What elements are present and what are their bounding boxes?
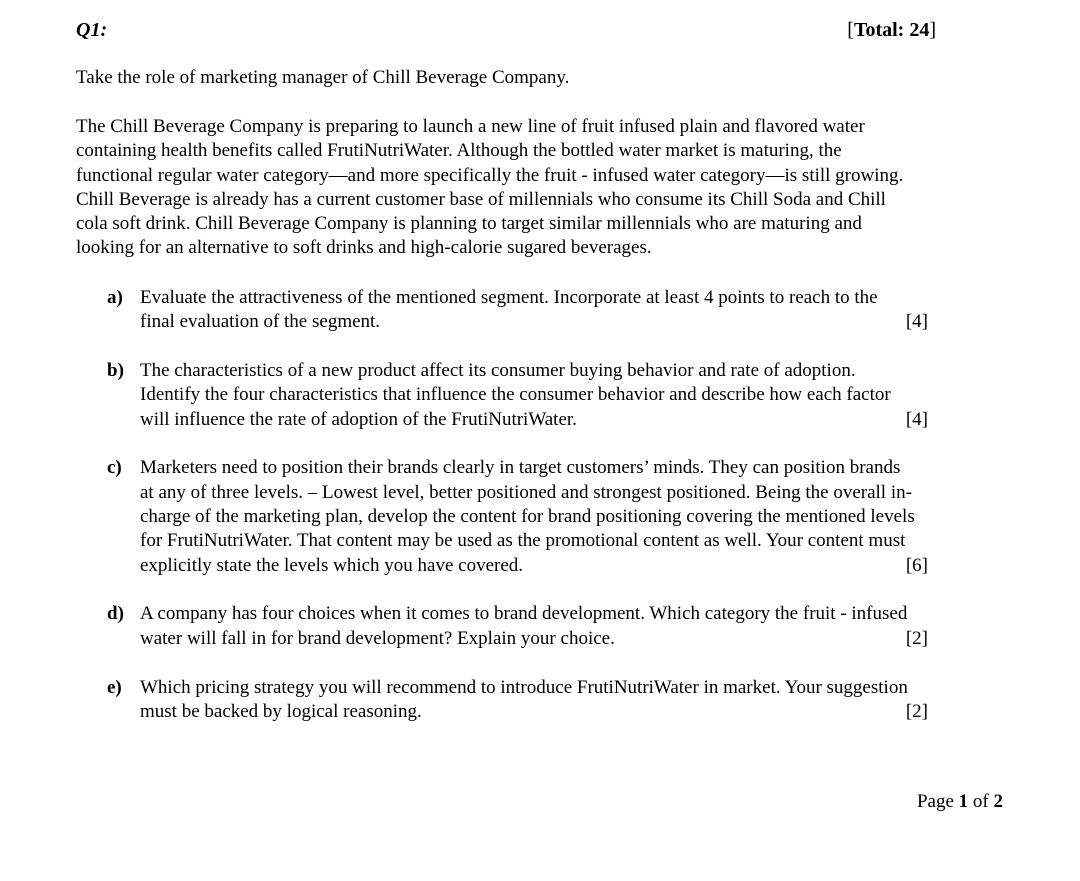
scenario-line: functional regular water category—and more specifically the fruit - infused water category—is still growing. <box>76 164 904 186</box>
sub-question-last-line: explicitly state the levels which you have covered. [6] <box>140 554 928 578</box>
sub-question-line: at any of three levels. – Lowest level, better positioned and strongest positioned. Being the overall in- <box>140 481 912 503</box>
sub-question-c <box>107 456 1017 577</box>
marks-label: [4] <box>905 408 928 430</box>
sub-question-letter: c) <box>107 457 122 479</box>
sub-question-last-line: final evaluation of the segment. [4] <box>140 310 928 334</box>
marks-label: [2] <box>905 700 928 722</box>
sub-question-letter: e) <box>107 676 122 698</box>
role-instruction: Take the role of marketing manager of Chill Beverage Company. <box>76 67 570 88</box>
page-number: Page 1 of 2 <box>916 791 1003 812</box>
scenario-line: containing health benefits called FrutiNutriWater. Although the bottled water market is maturing, the <box>76 140 842 162</box>
current-page: 1 <box>958 791 969 812</box>
sub-question-b <box>107 359 1017 432</box>
question-label: Q1: <box>76 19 108 41</box>
scenario-paragraph <box>76 115 1016 261</box>
scenario-line: The Chill Beverage Company is preparing to launch a new line of fruit infused plain and flavored water <box>76 116 865 137</box>
marks-label: [6] <box>905 554 928 576</box>
sub-question-line: Evaluate the attractiveness of the mentioned segment. Incorporate at least 4 points to reach to the <box>140 287 878 308</box>
sub-question-last-line: will influence the rate of adoption of the FrutiNutriWater. [4] <box>140 408 928 432</box>
sub-question-line: Which pricing strategy you will recommend to introduce FrutiNutriWater in market. Your suggestion <box>140 676 908 698</box>
sub-question-line: Marketers need to position their brands clearly in target customers’ minds. They can position brands <box>140 457 901 479</box>
scenario-line: cola soft drink. Chill Beverage Company is planning to target similar millennials who are maturing and <box>76 213 862 235</box>
scenario-line: looking for an alternative to soft drinks and high-calorie sugared beverages. <box>76 237 652 259</box>
sub-question-line: Identify the four characteristics that influence the consumer behavior and describe how each factor <box>140 384 891 406</box>
sub-question-letter: b) <box>107 360 124 382</box>
sub-question-a <box>107 286 1017 335</box>
total-pages: 2 <box>993 791 1003 812</box>
marks-label: [4] <box>905 311 928 333</box>
marks-label: [2] <box>905 627 928 649</box>
sub-question-letter: d) <box>107 603 124 625</box>
sub-question-line: charge of the marketing plan, develop the content for brand positioning covering the mentioned levels <box>140 506 915 528</box>
total-marks: [Total: 24] <box>847 19 936 41</box>
sub-question-d <box>107 602 1017 651</box>
sub-question-last-line: water will fall in for brand development? Explain your choice. [2] <box>140 627 928 651</box>
sub-question-line: for FrutiNutriWater. That content may be used as the promotional content as well. Your content must <box>140 530 906 552</box>
total-marks-label: Total: 24 <box>853 19 930 41</box>
sub-question-letter: a) <box>107 287 123 308</box>
sub-question-line: The characteristics of a new product affect its consumer buying behavior and rate of adoption. <box>140 360 856 382</box>
sub-question-list <box>107 286 1017 749</box>
sub-question-e <box>107 676 1017 725</box>
question-header <box>76 18 936 42</box>
sub-question-last-line: must be backed by logical reasoning. [2] <box>140 700 928 724</box>
sub-question-line: A company has four choices when it comes to brand development. Which category the fruit - infused <box>140 603 908 625</box>
scenario-line: Chill Beverage is already has a current customer base of millennials who consume its Chill Soda and Chill <box>76 188 886 210</box>
